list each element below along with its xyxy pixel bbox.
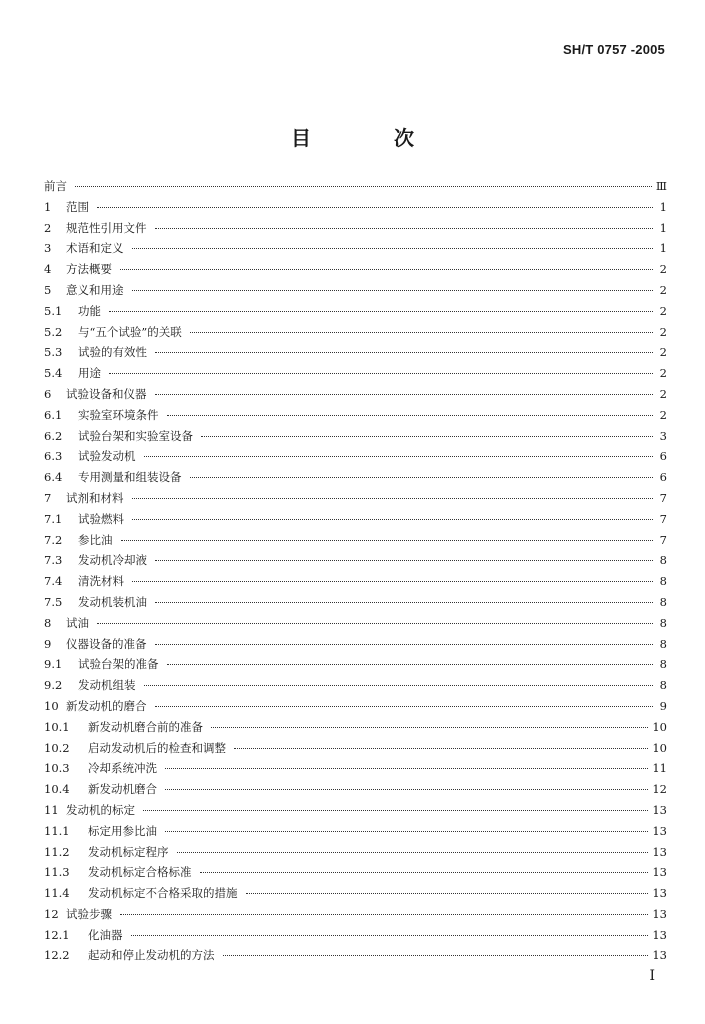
toc-entry-page: 10 — [652, 719, 667, 734]
toc-dot-leader — [155, 559, 653, 561]
toc-entry-number: 7.1 — [44, 511, 63, 526]
toc-entry-title: 试验步骤 — [66, 906, 112, 921]
toc-entry[interactable] — [44, 717, 667, 738]
toc-entry-title: 试验设备和仪器 — [66, 386, 147, 401]
toc-entry-page: 8 — [659, 553, 667, 568]
toc-dot-leader — [165, 830, 648, 832]
toc-dot-leader — [190, 331, 653, 333]
toc-dot-leader — [143, 809, 648, 811]
toc-entry-page: 7 — [659, 490, 667, 505]
toc-dot-leader — [120, 268, 653, 270]
toc-entry-page: 8 — [659, 678, 667, 693]
toc-dot-leader — [167, 663, 654, 665]
toc-entry-page: 2 — [659, 366, 667, 381]
toc-dot-leader — [167, 414, 654, 416]
toc-entry-page: 8 — [659, 594, 667, 609]
toc-entry[interactable] — [44, 613, 667, 634]
toc-entry[interactable] — [44, 862, 667, 883]
toc-dot-leader — [177, 851, 649, 853]
toc-entry-number: 3 — [44, 241, 52, 256]
toc-entry-page: 13 — [652, 802, 667, 817]
toc-dot-leader — [109, 310, 653, 312]
toc-dot-leader — [190, 476, 654, 478]
toc-entry-number: 1 — [44, 199, 52, 214]
toc-entry-title: 化油器 — [88, 927, 123, 942]
toc-entry-page: 2 — [659, 407, 667, 422]
toc-entry-title: 发动机标定不合格采取的措施 — [88, 886, 238, 901]
toc-entry-number: 5 — [44, 282, 52, 297]
toc-entry[interactable] — [44, 945, 667, 966]
toc-entry-title: 试验的有效性 — [78, 345, 147, 360]
toc-entry-number: 7 — [44, 490, 52, 505]
toc-entry[interactable] — [44, 197, 667, 218]
toc-dot-leader — [132, 580, 653, 582]
toc-entry-number: 10.3 — [44, 761, 70, 776]
toc-dot-leader — [109, 372, 653, 374]
toc-dot-leader — [155, 643, 654, 645]
toc-entry-page: 13 — [652, 844, 667, 859]
toc-entry-title: 冷却系统冲洗 — [88, 761, 157, 776]
toc-entry-number: 5.3 — [44, 345, 63, 360]
toc-entry[interactable] — [44, 259, 667, 280]
toc-entry[interactable] — [44, 405, 667, 426]
toc-entry-title: 试验发动机 — [78, 449, 136, 464]
toc-entry-title: 试验燃料 — [78, 511, 124, 526]
toc-entry[interactable] — [44, 238, 667, 259]
toc-entry-title: 方法概要 — [66, 262, 112, 277]
toc-dot-leader — [155, 227, 654, 229]
toc-entry[interactable] — [44, 842, 667, 863]
toc-dot-leader — [155, 351, 653, 353]
toc-entry[interactable] — [44, 904, 667, 925]
toc-entry-page: 6 — [659, 449, 667, 464]
toc-entry-title: 发动机标定合格标准 — [88, 865, 192, 880]
toc-entry-title: 术语和定义 — [66, 241, 124, 256]
toc-entry[interactable] — [44, 550, 667, 571]
toc-entry-page: 13 — [652, 865, 667, 880]
toc-entry-page: 2 — [659, 345, 667, 360]
toc-entry-page: 1 — [659, 241, 667, 256]
toc-entry[interactable] — [44, 446, 667, 467]
toc-entry[interactable] — [44, 925, 667, 946]
toc-entry-title: 范围 — [66, 199, 89, 214]
toc-dot-leader — [121, 539, 654, 541]
toc-entry-title: 参比油 — [78, 532, 113, 547]
toc-entry-title: 功能 — [78, 303, 101, 318]
toc-dot-leader — [201, 435, 653, 437]
toc-entry-title: 起动和停止发动机的方法 — [88, 948, 215, 963]
toc-entry[interactable] — [44, 779, 667, 800]
toc-dot-leader — [234, 747, 648, 749]
toc-entry[interactable] — [44, 363, 667, 384]
toc-entry-number: 12.1 — [44, 927, 70, 942]
toc-entry[interactable] — [44, 488, 667, 509]
toc-entry-number: 12 — [44, 906, 59, 921]
toc-entry-page: Ⅲ — [655, 179, 667, 193]
toc-entry-page: 13 — [652, 927, 667, 942]
toc-entry-page: 2 — [659, 386, 667, 401]
toc-dot-leader — [223, 954, 649, 956]
toc-entry-page: 2 — [659, 303, 667, 318]
toc-entry[interactable] — [44, 821, 667, 842]
toc-entry[interactable] — [44, 634, 667, 655]
toc-entry-page: 9 — [659, 698, 667, 713]
toc-entry-title: 发动机组装 — [78, 678, 136, 693]
toc-entry-number: 7.3 — [44, 553, 63, 568]
toc-entry-page: 13 — [652, 823, 667, 838]
page-number: I — [649, 968, 655, 984]
toc-entry[interactable] — [44, 322, 667, 343]
toc-entry-title: 与“五个试验”的关联 — [78, 324, 182, 339]
toc-entry-number: 9.2 — [44, 678, 63, 693]
toc-entry[interactable] — [44, 654, 667, 675]
toc-entry-number: 12.2 — [44, 948, 70, 963]
toc-entry-number: 11.2 — [44, 844, 70, 859]
toc-dot-leader — [211, 726, 648, 728]
toc-entry[interactable] — [44, 384, 667, 405]
toc-entry[interactable] — [44, 675, 667, 696]
toc-entry-page: 13 — [652, 906, 667, 921]
toc-entry-number: 2 — [44, 220, 52, 235]
toc-dot-leader — [155, 601, 653, 603]
toc-entry[interactable] — [44, 758, 667, 779]
toc-entry-page: 13 — [652, 886, 667, 901]
toc-entry-page: 6 — [659, 470, 667, 485]
toc-dot-leader — [165, 767, 648, 769]
toc-entry-number: 5.1 — [44, 303, 63, 318]
toc-entry-number: 11.1 — [44, 823, 70, 838]
toc-entry-page: 1 — [659, 220, 667, 235]
toc-entry-number: 6.2 — [44, 428, 63, 443]
toc-dot-leader — [97, 622, 653, 624]
toc-dot-leader — [131, 934, 649, 936]
toc-entry-number: 11.4 — [44, 886, 70, 901]
toc-entry-number: 10 — [44, 698, 59, 713]
toc-entry-title: 新发动机的磨合 — [66, 698, 147, 713]
toc-entry-number: 5.2 — [44, 324, 63, 339]
toc-entry-title: 前言 — [44, 179, 67, 193]
toc-entry-page: 2 — [659, 324, 667, 339]
toc-dot-leader — [155, 393, 654, 395]
toc-entry-title: 标定用参比油 — [88, 823, 157, 838]
toc-entry-number: 10.4 — [44, 782, 70, 797]
toc-entry[interactable] — [44, 530, 667, 551]
toc-entry-title: 发动机标定程序 — [88, 844, 169, 859]
toc-dot-leader — [132, 518, 653, 520]
toc-entry[interactable] — [44, 301, 667, 322]
toc-entry-page: 10 — [652, 740, 667, 755]
toc-dot-leader — [144, 684, 654, 686]
page-title: 目 次 — [291, 126, 452, 150]
toc-entry-number: 10.1 — [44, 719, 70, 734]
toc-dot-leader — [132, 497, 654, 499]
toc-entry-title: 试油 — [66, 615, 89, 630]
toc-entry[interactable] — [44, 176, 667, 197]
toc-entry-page: 8 — [659, 615, 667, 630]
toc-entry-page: 11 — [652, 761, 667, 776]
toc-entry-number: 8 — [44, 615, 52, 630]
toc-entry-title: 启动发动机后的检查和调整 — [88, 740, 226, 755]
toc-entry[interactable] — [44, 696, 667, 717]
toc-entry-page: 2 — [659, 282, 667, 297]
toc-entry-page: 7 — [659, 511, 667, 526]
toc-entry[interactable] — [44, 883, 667, 904]
toc-entry-title: 意义和用途 — [66, 282, 124, 297]
toc-entry-number: 7.5 — [44, 594, 63, 609]
toc-entry-page: 13 — [652, 948, 667, 963]
toc-entry-number: 7.2 — [44, 532, 63, 547]
toc-entry[interactable] — [44, 280, 667, 301]
toc-entry-title: 规范性引用文件 — [66, 220, 147, 235]
toc-entry[interactable] — [44, 571, 667, 592]
toc-entry-page: 12 — [652, 782, 667, 797]
toc-entry[interactable] — [44, 426, 667, 447]
toc-dot-leader — [165, 788, 648, 790]
toc-entry-title: 试剂和材料 — [66, 490, 124, 505]
toc-entry-title: 专用测量和组装设备 — [78, 470, 182, 485]
toc-entry-number: 10.2 — [44, 740, 70, 755]
toc-entry-page: 7 — [659, 532, 667, 547]
toc-entry-number: 9.1 — [44, 657, 63, 672]
toc-entry-page: 1 — [659, 199, 667, 214]
toc-entry[interactable] — [44, 342, 667, 363]
toc-entry-number: 11.3 — [44, 865, 70, 880]
standard-code: SH/T 0757 -2005 — [562, 42, 665, 57]
toc-dot-leader — [97, 206, 653, 208]
toc-entry-number: 7.4 — [44, 574, 63, 589]
toc-entry-title: 清洗材料 — [78, 574, 124, 589]
toc-entry-number: 6 — [44, 386, 52, 401]
toc-dot-leader — [200, 871, 649, 873]
toc-entry-title: 试验台架的准备 — [78, 657, 159, 672]
toc-entry-number: 5.4 — [44, 366, 63, 381]
toc-entry[interactable] — [44, 467, 667, 488]
toc-entry-title: 用途 — [78, 366, 101, 381]
toc-dot-leader — [120, 913, 648, 915]
toc-dot-leader — [132, 289, 654, 291]
toc-entry[interactable] — [44, 738, 667, 759]
toc-entry[interactable] — [44, 592, 667, 613]
toc-entry-title: 新发动机磨合前的准备 — [88, 719, 203, 734]
toc-entry-page: 8 — [659, 636, 667, 651]
toc-entry[interactable] — [44, 509, 667, 530]
toc-dot-leader — [155, 705, 654, 707]
toc-entry-title: 仪器设备的准备 — [66, 636, 147, 651]
toc-entry-title: 新发动机磨合 — [88, 782, 157, 797]
toc-entry-number: 9 — [44, 636, 52, 651]
toc-entry-page: 3 — [659, 428, 667, 443]
toc-entry-number: 11 — [44, 802, 59, 817]
toc-dot-leader — [246, 892, 649, 894]
toc-entry-title: 试验台架和实验室设备 — [78, 428, 193, 443]
toc-entry-title: 发动机装机油 — [78, 594, 147, 609]
toc-entry-page: 8 — [659, 657, 667, 672]
toc-entry-number: 6.3 — [44, 449, 63, 464]
toc-entry-number: 6.1 — [44, 407, 63, 422]
toc-entry-page: 2 — [659, 262, 667, 277]
toc-entry-number: 4 — [44, 262, 52, 277]
toc-dot-leader — [144, 455, 654, 457]
toc-entry-title: 发动机的标定 — [66, 802, 135, 817]
toc-entry-number: 6.4 — [44, 470, 63, 485]
toc-entry-page: 8 — [659, 574, 667, 589]
toc-entry[interactable] — [44, 218, 667, 239]
toc-dot-leader — [75, 185, 652, 187]
toc-entry[interactable] — [44, 800, 667, 821]
table-of-contents — [44, 176, 667, 966]
toc-entry-title: 发动机冷却液 — [78, 553, 147, 568]
toc-entry-title: 实验室环境条件 — [78, 407, 159, 422]
toc-dot-leader — [132, 247, 654, 249]
